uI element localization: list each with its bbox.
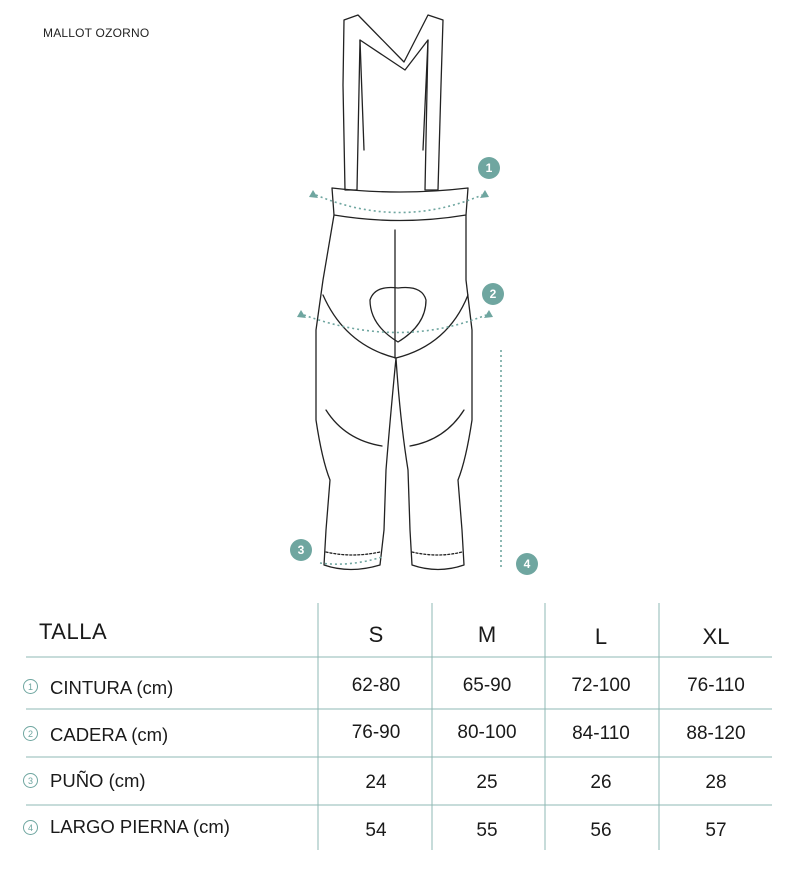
size-header-xl: XL	[702, 624, 730, 649]
row-label-puno: PUÑO (cm)	[50, 770, 146, 791]
cell-cintura-m: 65-90	[462, 675, 512, 696]
cell-cadera-s: 76-90	[351, 722, 401, 743]
size-header-s: S	[368, 622, 384, 647]
cell-largo-m: 55	[476, 820, 498, 841]
row-label-cintura: CINTURA (cm)	[50, 677, 174, 698]
cell-largo-xl: 57	[705, 820, 727, 841]
cell-largo-s: 54	[365, 820, 387, 841]
row-label-cadera: CADERA (cm)	[50, 724, 169, 745]
row-marker-2-icon: 2	[23, 726, 38, 741]
row-label-largo-pierna: LARGO PIERNA (cm)	[50, 816, 230, 837]
size-header-m: M	[477, 622, 497, 647]
cell-puno-m: 25	[476, 772, 498, 793]
size-header-l: L	[594, 624, 608, 649]
product-title: MALLOT OZORNO	[43, 26, 150, 40]
cell-cintura-s: 62-80	[351, 675, 401, 696]
cell-largo-l: 56	[590, 820, 612, 841]
cell-puno-l: 26	[590, 772, 612, 793]
row-marker-1-icon: 1	[23, 679, 38, 694]
row-marker-3-icon: 3	[23, 773, 38, 788]
cell-cadera-m: 80-100	[457, 722, 517, 743]
size-header-label: TALLA	[39, 619, 108, 644]
marker-3-badge: 3	[290, 539, 312, 561]
cell-cadera-xl: 88-120	[686, 723, 746, 744]
marker-2-badge: 2	[482, 283, 504, 305]
cell-cintura-l: 72-100	[571, 675, 631, 696]
cell-cadera-l: 84-110	[572, 723, 630, 744]
marker-1-badge: 1	[478, 157, 500, 179]
cell-puno-s: 24	[365, 772, 387, 793]
marker-4-badge: 4	[516, 553, 538, 575]
row-marker-4-icon: 4	[23, 820, 38, 835]
cell-puno-xl: 28	[705, 772, 727, 793]
cell-cintura-xl: 76-110	[687, 675, 745, 696]
